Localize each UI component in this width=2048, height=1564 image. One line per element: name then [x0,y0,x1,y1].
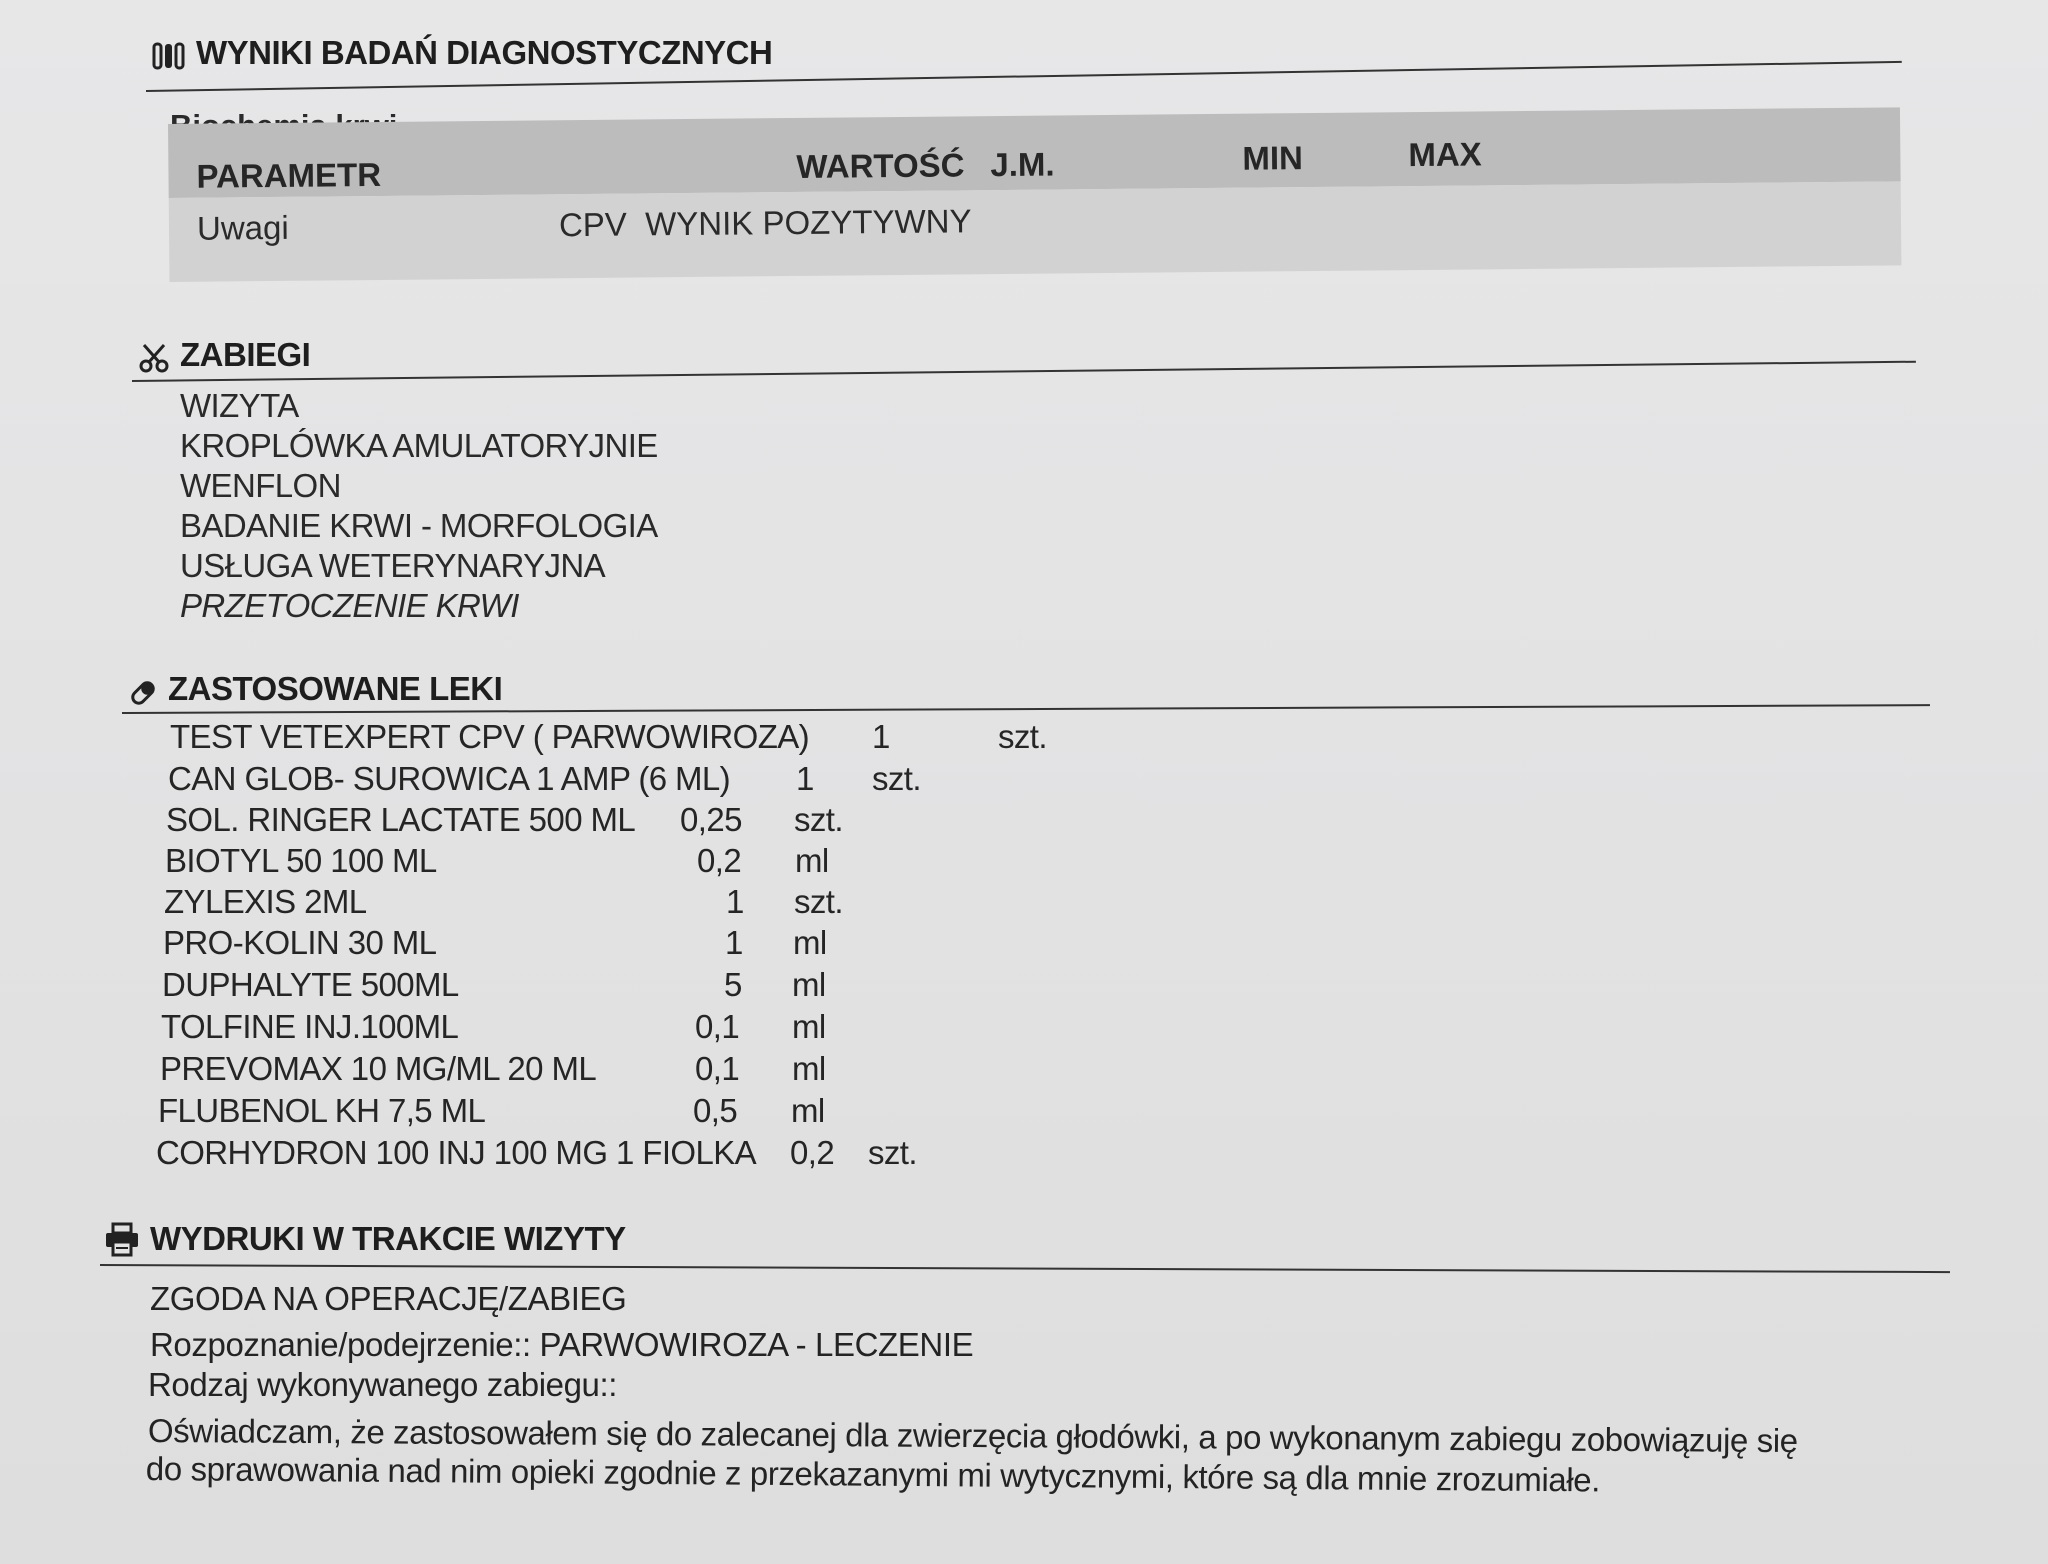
drug-unit: ml [793,924,827,961]
procedures-divider [132,361,1916,382]
test-tubes-icon [152,42,186,72]
drug-quantity: 1 [725,924,743,961]
drug-quantity: 1 [872,718,890,755]
drug-unit: szt. [998,718,1047,755]
printer-icon [104,1222,140,1258]
drug-unit: szt. [794,801,843,838]
scissors-icon [138,342,170,374]
printouts-section-title: WYDRUKI W TRAKCIE WIZYTY [150,1220,626,1257]
drug-unit: ml [792,966,826,1003]
drug-name: DUPHALYTE 500ML [162,966,459,1003]
drug-name: CORHYDRON 100 INJ 100 MG 1 FIOLKA [156,1134,757,1171]
drug-unit: ml [791,1092,825,1129]
list-item: BADANIE KRWI - MORFOLOGIA [180,507,658,544]
drug-quantity: 0,25 [680,801,742,838]
drug-quantity: 1 [796,760,814,797]
table-row [169,181,1902,282]
header-parameter: PARAMETR [196,155,382,195]
procedures-section-header [138,336,310,374]
drug-name: BIOTYL 50 100 ML [165,842,437,879]
drug-unit: szt. [794,883,843,920]
drug-name: FLUBENOL KH 7,5 ML [158,1092,486,1129]
row-value: CPV WYNIK POZYTYWNY [558,202,972,244]
list-item: KROPLÓWKA AMULATORYJNIE [180,427,658,464]
printouts-divider [100,1264,1950,1273]
drug-name: PRO-KOLIN 30 ML [163,924,437,961]
drugs-section-header [128,670,502,708]
header-min: MIN [1242,139,1304,177]
diagnosis-line: Rozpoznanie/podejrzenie:: PARWOWIROZA - LECZENIE [150,1326,974,1363]
procedures-section-title: ZABIEGI [180,336,311,373]
drugs-section-title: ZASTOSOWANE LEKI [168,670,503,707]
results-section-title: WYNIKI BADAŃ DIAGNOSTYCZNYCH [196,34,773,71]
header-unit: J.M. [990,145,1055,184]
drug-quantity: 0,1 [695,1008,740,1045]
drug-quantity: 0,1 [695,1050,740,1087]
list-item: USŁUGA WETERYNARYJNA [180,547,606,584]
drug-name: TOLFINE INJ.100ML [161,1008,459,1045]
list-item: WENFLON [180,467,341,504]
procedure-type-line: Rodzaj wykonywanego zabiegu:: [148,1366,618,1403]
drug-name: CAN GLOB- SUROWICA 1 AMP (6 ML) [168,760,731,797]
printouts-section-header [104,1220,626,1258]
declaration-line-1: Oświadczam, że zastosowałem się do zalecanej dla zwierzęcia głodówki, a po wykonanym zabiegu zobowiązuję się [147,1412,1798,1460]
list-item: WIZYTA [180,387,299,424]
pill-icon [128,678,158,708]
consent-title: ZGODA NA OPERACJĘ/ZABIEG [150,1280,627,1317]
procedures-list [180,386,658,626]
drug-unit: ml [792,1008,826,1045]
biochemistry-table [168,107,1901,282]
header-max: MAX [1408,135,1482,174]
header-value: WARTOŚĆ [796,146,965,185]
drug-quantity: 0,2 [697,842,742,879]
declaration-line-2: do sprawowania nad nim opieki zgodnie z przekazanymi mi wytycznymi, które są dla mnie zrozumiałe. [145,1450,1601,1499]
drug-name: PREVOMAX 10 MG/ML 20 ML [160,1050,597,1087]
drug-quantity: 1 [726,883,744,920]
drug-unit: ml [795,842,829,879]
drug-quantity: 0,2 [790,1134,835,1171]
drug-quantity: 0,5 [693,1092,738,1129]
results-section-header [152,34,772,72]
drug-name: SOL. RINGER LACTATE 500 ML [166,801,636,838]
drug-name: TEST VETEXPERT CPV ( PARWOWIROZA) [170,718,810,755]
drug-unit: szt. [872,760,921,797]
drug-name: ZYLEXIS 2ML [164,883,367,920]
row-parameter: Uwagi [196,208,289,247]
drug-unit: szt. [868,1134,917,1171]
drug-unit: ml [792,1050,826,1087]
list-item: PRZETOCZENIE KRWI [180,587,519,624]
drug-quantity: 5 [724,966,742,1003]
